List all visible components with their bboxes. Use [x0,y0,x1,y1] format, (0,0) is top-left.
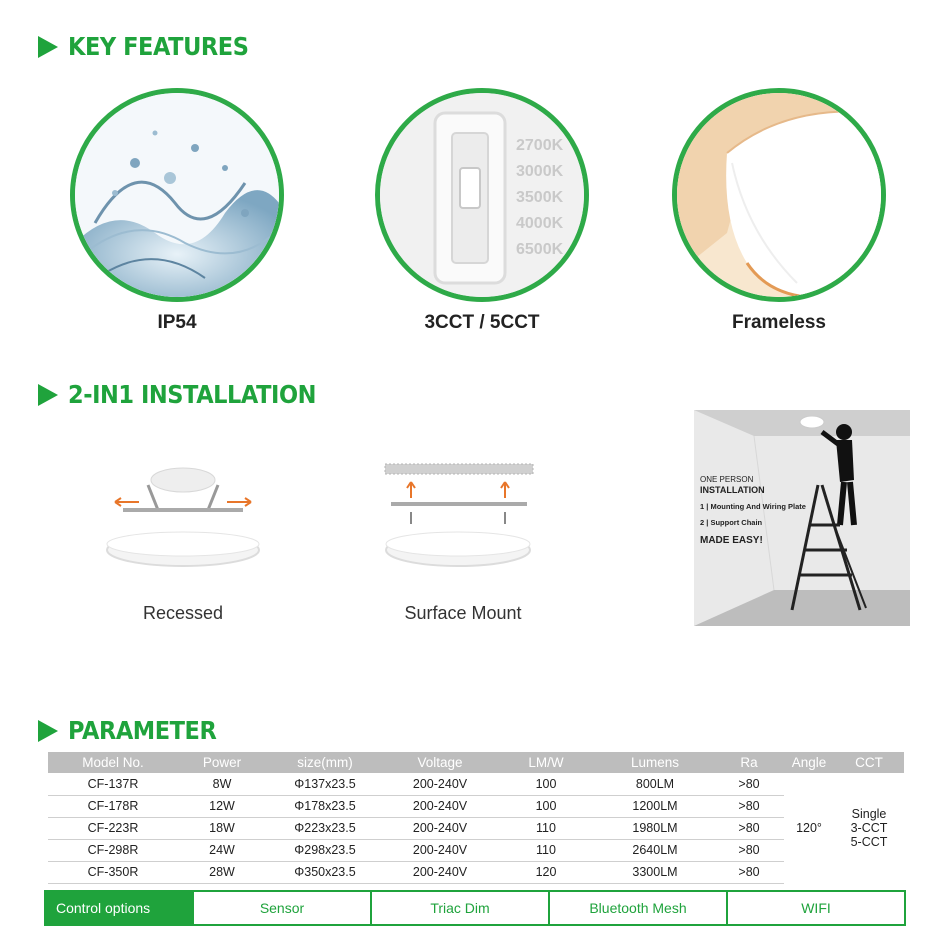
table-header: size(mm) [266,752,384,773]
play-triangle-icon [38,36,58,58]
install-label: Recessed [142,603,224,623]
recessed-diagram-icon [103,440,263,580]
table-row: CF-137R 8W Φ137x23.5 200-240V 100 800LM >80 120° Single 3-CCT 5-CCT [48,773,904,795]
table-header: Model No. [48,752,178,773]
table-header: CCT [834,752,904,773]
control-option-triac-dim: Triac Dim [370,892,548,924]
frameless-edge-icon [672,88,886,302]
feature-label: Frameless [731,312,826,333]
feature-ip54 [70,88,284,334]
control-options-bar [44,890,906,926]
table-row: CF-350R 28W Φ350x23.5 200-240V 120 3300LM >80 [48,861,904,883]
surface-mount-diagram-icon [383,440,543,580]
installation-heading: 2-IN1 INSTALLATION [38,380,344,409]
control-option-sensor: Sensor [192,892,370,924]
parameter-heading: PARAMETER [38,716,233,745]
feature-label: 3CCT / 5CCT [424,312,540,333]
install-label: Surface Mount [404,603,522,623]
control-option-wifi: WIFI [726,892,904,924]
feature-label: IP54 [157,312,197,333]
table-header: Voltage [384,752,496,773]
control-option-bluetooth-mesh: Bluetooth Mesh [548,892,726,924]
control-options-label: Control options [46,892,192,924]
table-header: Lumens [596,752,714,773]
angle-cell: 120° [796,821,822,835]
table-header: LM/W [496,752,596,773]
table-row: CF-298R 24W Φ298x23.5 200-240V 110 2640LM >80 [48,839,904,861]
feature-frameless [672,88,886,334]
table-header-row [48,752,904,773]
table-header: Power [178,752,266,773]
cct-switch-icon [375,88,589,302]
play-triangle-icon [38,384,58,406]
install-recessed [103,440,263,623]
table-row: CF-178R 12W Φ178x23.5 200-240V 100 1200LM >80 [48,795,904,817]
panel-text: ONE PERSON INSTALLATION 1 | Mounting And Wiring Plate 2 | Support Chain MADE EASY! [700,475,806,546]
water-splash-icon [70,88,284,302]
table-header: Ra [714,752,784,773]
cct-cell: Single 3-CCT 5-CCT [850,807,888,849]
table-header: Angle [784,752,834,773]
install-surface-mount [383,440,543,623]
key-features-heading: KEY FEATURES [38,32,269,61]
parameter-table [48,752,904,884]
play-triangle-icon [38,720,58,742]
installation-panel [694,410,910,626]
cct-values: 2700K 3000K 3500K 4000K 6500K [516,137,564,258]
feature-cct [375,88,589,334]
table-row: CF-223R 18W Φ223x23.5 200-240V 110 1980LM >80 [48,817,904,839]
